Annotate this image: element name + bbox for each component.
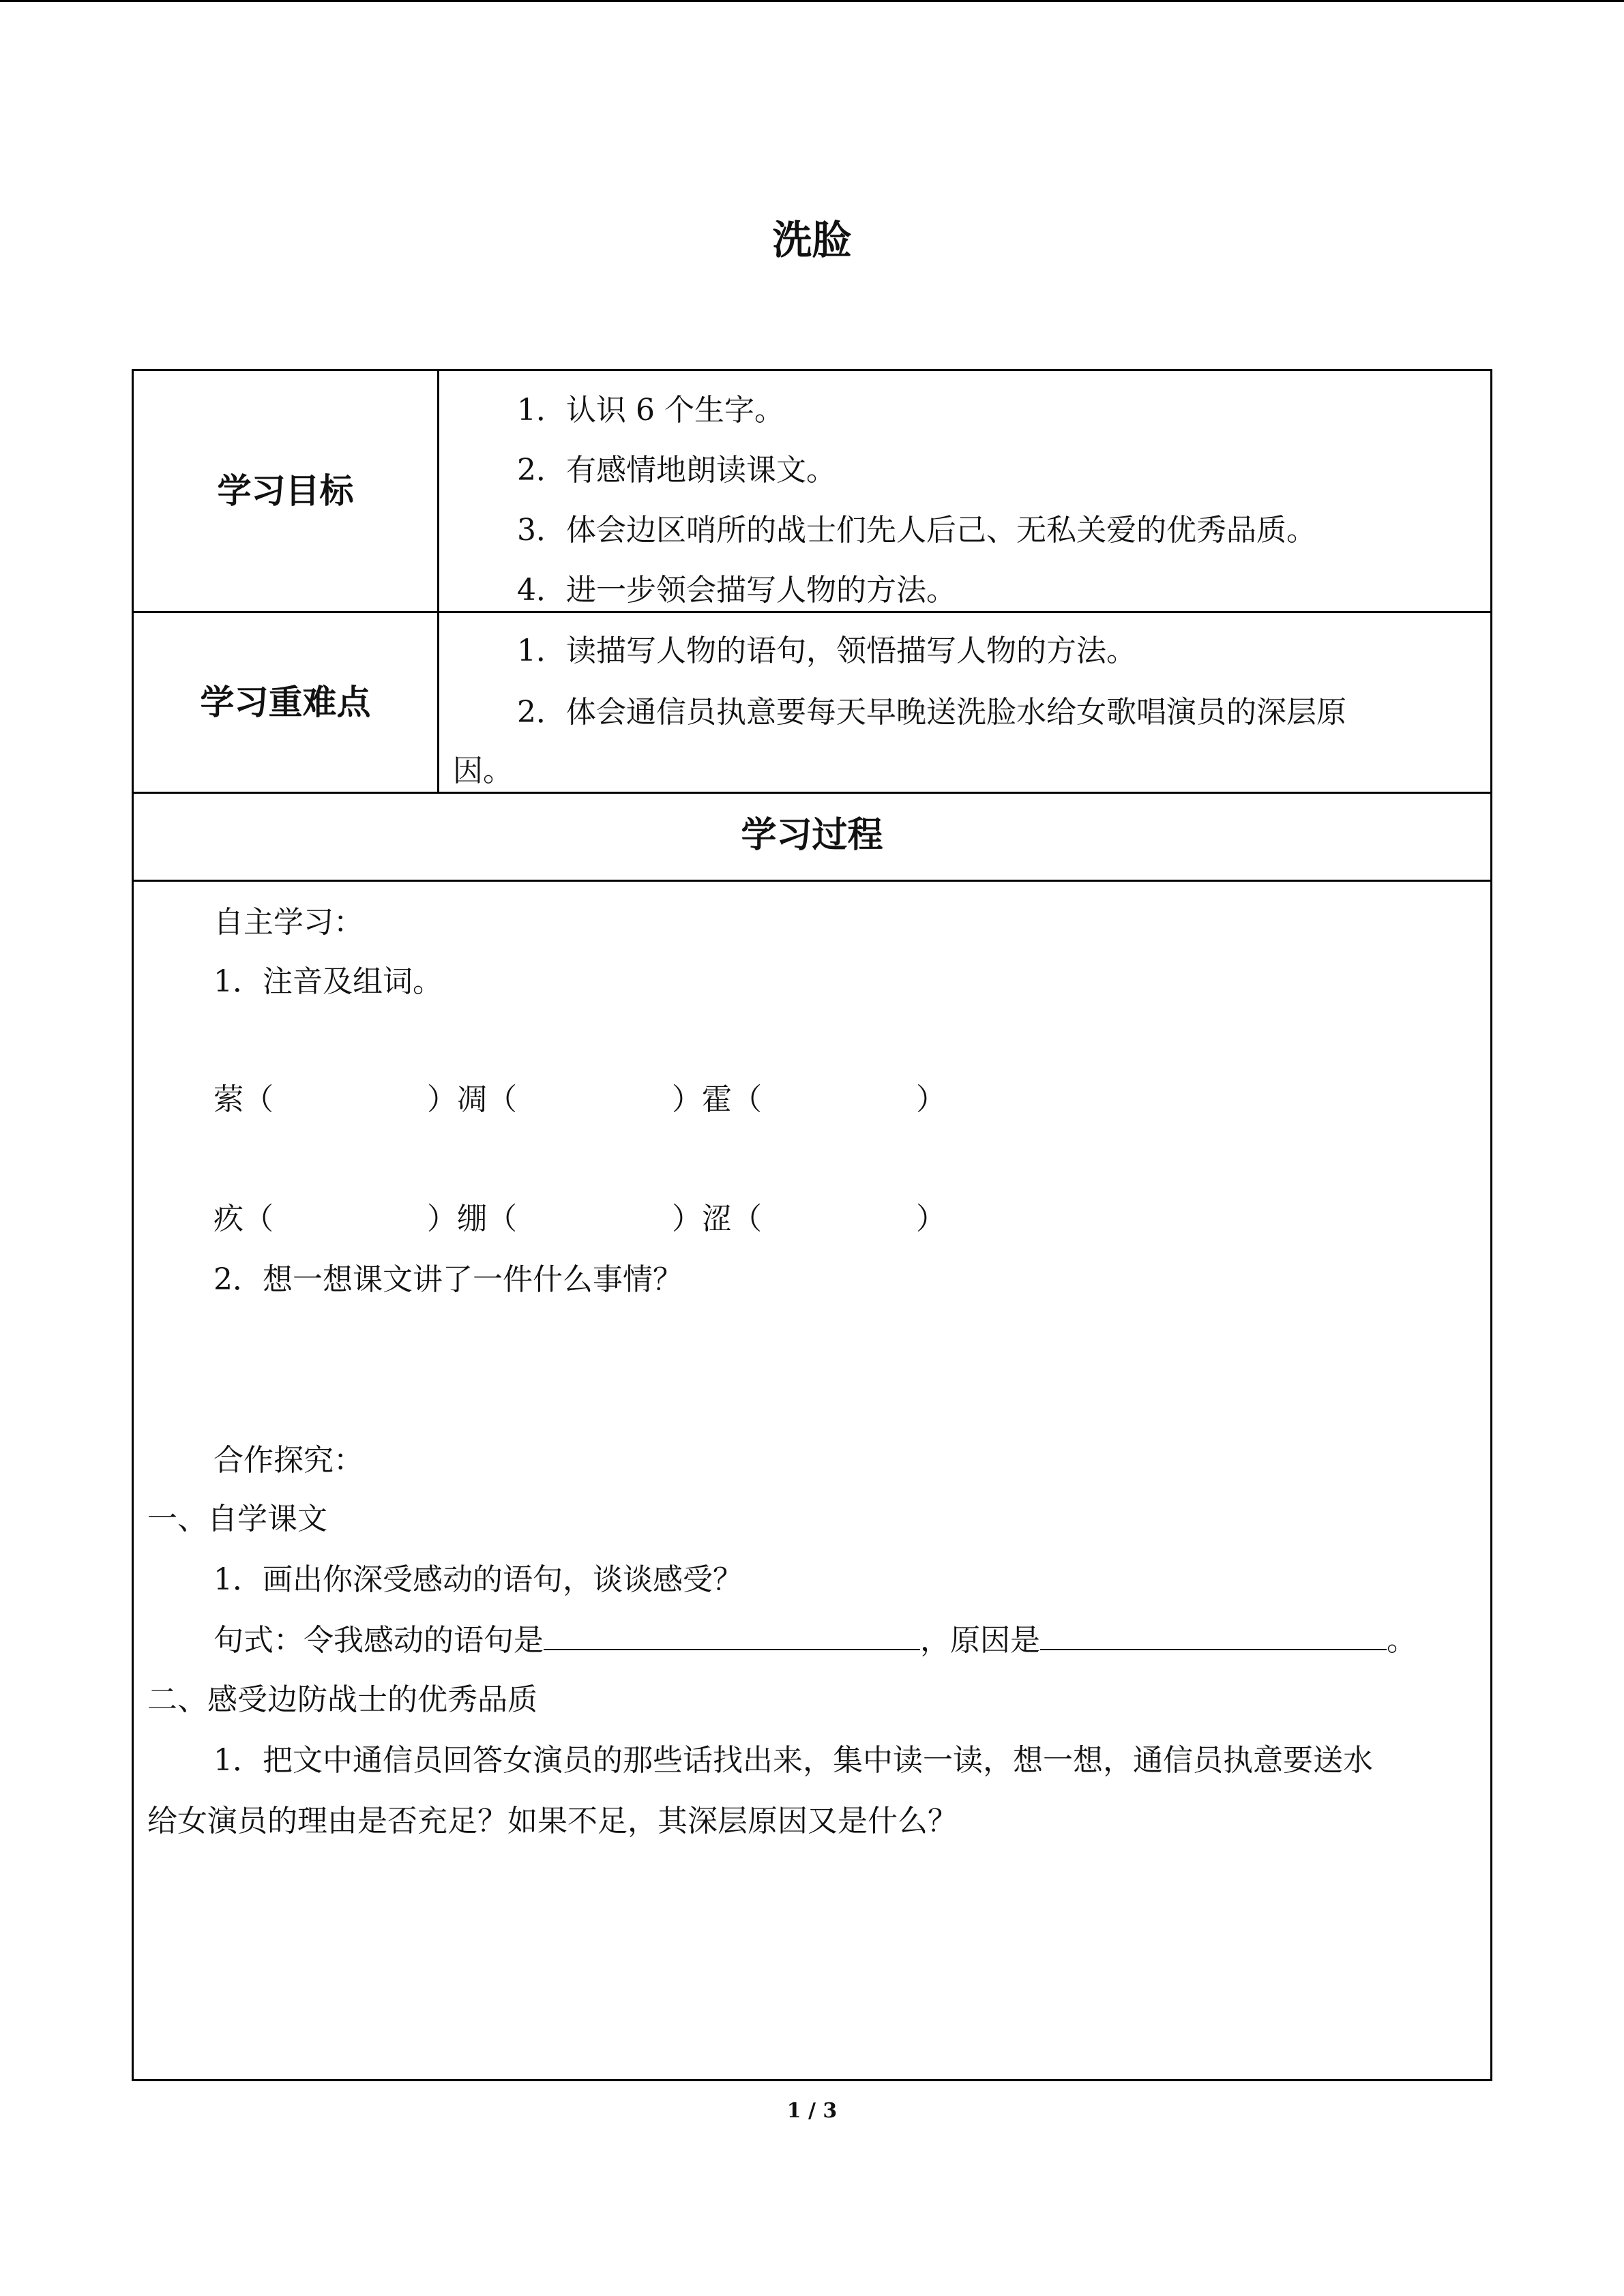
cooperative-label: 合作探究： <box>213 1443 364 1478</box>
sentence-pattern-middle: ，原因是 <box>920 1623 1040 1658</box>
key-point-item: 1．读描写人物的语句，领悟描写人物的方法。 <box>517 633 1136 668</box>
page-title: 洗脸 <box>772 217 852 263</box>
key-point-item-continuation: 因。 <box>453 754 513 788</box>
objective-item: 3．体会边区哨所的战士们先人后己、无私关爱的优秀品质。 <box>517 513 1316 548</box>
process-heading: 学习过程 <box>741 815 883 856</box>
char-entry: ）霍（ <box>672 1082 762 1117</box>
page-number: 1 / 3 <box>786 2099 838 2123</box>
char-entry: ）涩（ <box>672 1202 762 1236</box>
char-entry: ） <box>916 1082 946 1117</box>
part2-title: 二、感受边防战士的优秀品质 <box>147 1682 537 1717</box>
sentence-pattern-prefix: 句式：令我感动的语句是 <box>213 1623 544 1658</box>
objective-item: 1．认识 6 个生字。 <box>517 393 784 428</box>
sentence-pattern <box>213 1619 1417 1661</box>
label-column-divider <box>437 369 439 793</box>
row-divider-3 <box>132 880 1492 882</box>
part1-title: 一、自学课文 <box>147 1502 327 1536</box>
char-entry: ）绷（ <box>427 1202 517 1236</box>
top-border-rule <box>0 0 1624 2</box>
moving-sentence-blank[interactable] <box>544 1619 920 1650</box>
char-entry: 疚（ <box>213 1202 274 1236</box>
part2-question-line1: 1．把文中通信员回答女演员的那些话找出来，集中读一读，想一想，通信员执意要送水 <box>213 1743 1373 1778</box>
reason-blank[interactable] <box>1040 1619 1387 1650</box>
objective-item: 4．进一步领会描写人物的方法。 <box>517 573 956 608</box>
question-annotate: 1．注音及组词。 <box>213 964 443 999</box>
question-summary: 2．想一想课文讲了一件什么事情？ <box>213 1262 683 1297</box>
char-entry: 萦（ <box>213 1082 274 1117</box>
part2-question-line2: 给女演员的理由是否充足？如果不足，其深层原因又是什么？ <box>147 1804 958 1838</box>
sentence-pattern-end: 。 <box>1387 1623 1417 1658</box>
row-divider-1 <box>132 611 1492 613</box>
objectives-label: 学习目标 <box>217 471 354 511</box>
part1-question: 1．画出你深受感动的语句，谈谈感受？ <box>213 1562 743 1597</box>
self-study-label: 自主学习： <box>213 905 364 940</box>
char-entry: ） <box>916 1202 946 1236</box>
key-point-item: 2．体会通信员执意要每天早晚送洗脸水给女歌唱演员的深层原 <box>517 695 1346 730</box>
key-points-label: 学习重难点 <box>200 683 371 722</box>
row-divider-2 <box>132 792 1492 794</box>
char-entry: ）凋（ <box>427 1082 517 1117</box>
objective-item: 2．有感情地朗读课文。 <box>517 453 836 488</box>
